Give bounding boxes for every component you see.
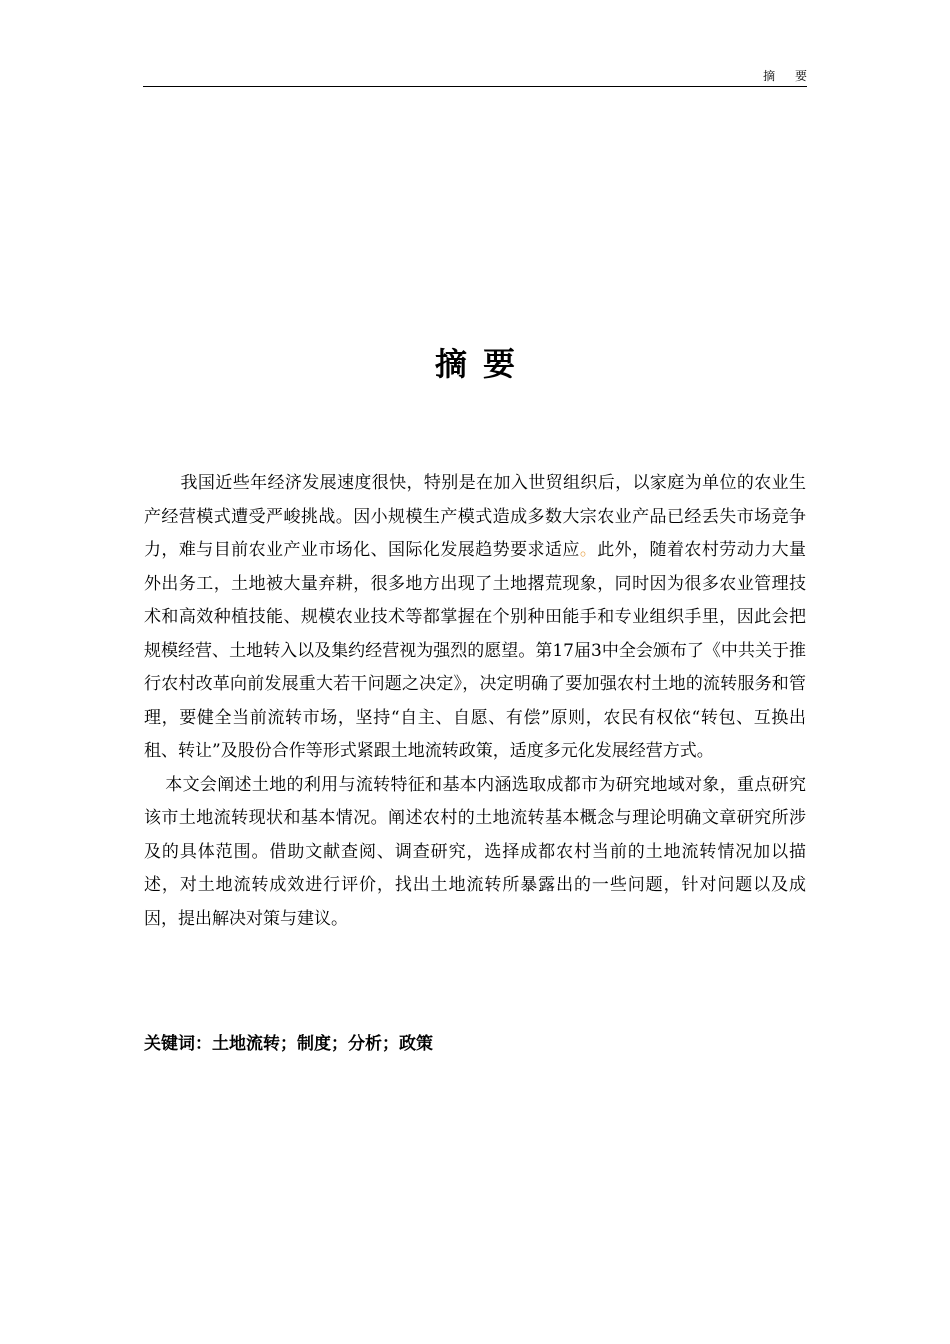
running-header <box>143 66 815 87</box>
page-title: 摘要 <box>434 345 531 383</box>
highlighted-period: 。 <box>579 540 598 560</box>
abstract-paragraph <box>144 467 806 769</box>
paragraph-text: 此外，随着农村劳动力大量外出务工，土地被大量弃耕，很多地方出现了土地撂荒现象，同时因为很多农业管理技术和高效种植技能、规模农业技术等都掌握在个别种田能手和专业组织手里，因此会把规模经营、土地转入以及集约经营视为强烈的愿望。第17届3中全会颁布了《中共关于推行农村改革向前发展重大若干问题之决定》，决定明确了要加强农村土地的流转服务和管理，要健全当前流转市场，坚持“自主、自愿、有偿”原则，农民有权依“转包、互换出租、转让”及股份合作等形式紧跟土地流转政策，适度多元化发展经营方式。 <box>144 540 807 761</box>
keywords-line: 关键词：土地流转；制度；分析；政策 <box>144 1034 433 1054</box>
abstract-paragraph: 本文会阐述土地的利用与流转特征和基本内涵选取成都市为研究地域对象，重点研究该市土地流转现状和基本情况。阐述农村的土地流转基本概念与理论明确文章研究所涉及的具体范围。借助文献查阅、调查研究，选择成都农村当前的土地流转情况加以描述，对土地流转成效进行评价，找出土地流转所暴露出的一些问题，针对问题以及成因，提出解决对策与建议。 <box>144 774 806 929</box>
paragraph-text: 我国近些年经济发展速度很快，特别是在加入世贸组织后，以家庭为单位的农业生产经营模式遭受严峻挑战。因小规模生产模式造成多数大宗农业产品已经丢失市场竞争力，难与目前农业产业市场化、国际化发展趋势要求适应 <box>144 473 806 560</box>
running-header-title: 摘 要 <box>763 69 815 83</box>
abstract-body <box>144 467 806 936</box>
